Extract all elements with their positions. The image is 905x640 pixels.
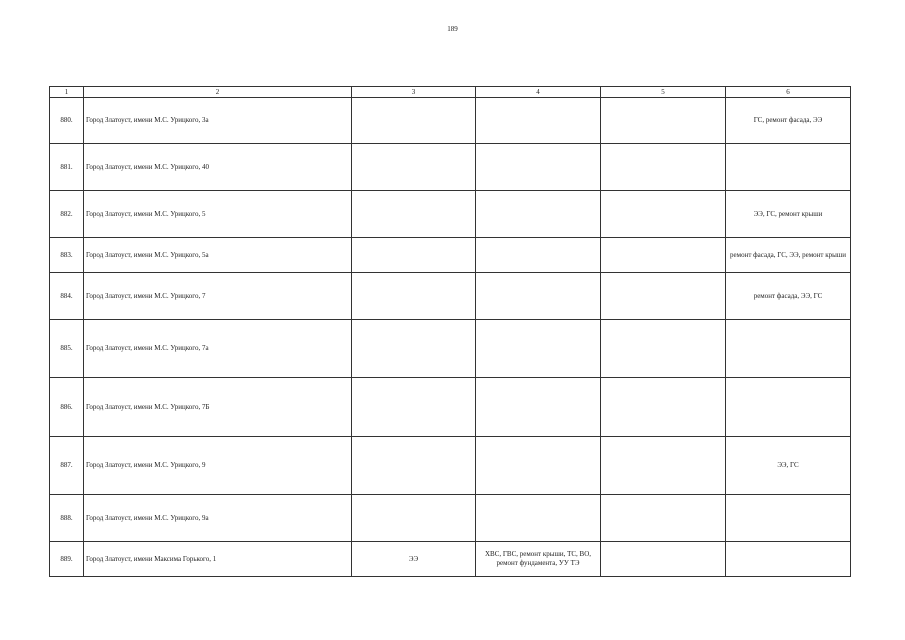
- table-row: [50, 144, 851, 191]
- table-row: [50, 273, 851, 320]
- column-6-cell: [726, 378, 851, 437]
- column-5-cell: [601, 320, 726, 378]
- column-3-cell: [352, 495, 476, 542]
- table-row: [50, 320, 851, 378]
- column-5-cell: [601, 378, 726, 437]
- address-cell: Город Златоуст, имени М.С. Урицкого, 5а: [84, 238, 352, 273]
- column-5-cell: [601, 437, 726, 495]
- column-4-cell: [476, 191, 601, 238]
- column-header-3: 3: [352, 87, 476, 98]
- column-4-cell: [476, 98, 601, 144]
- column-5-cell: [601, 542, 726, 577]
- address-cell: Город Златоуст, имени М.С. Урицкого, 7Б: [84, 378, 352, 437]
- row-number: 881.: [50, 144, 84, 191]
- address-cell: Город Златоуст, имени М.С. Урицкого, 5: [84, 191, 352, 238]
- table-row: [50, 98, 851, 144]
- column-header-1: 1: [50, 87, 84, 98]
- column-4-cell: [476, 378, 601, 437]
- table-row: [50, 191, 851, 238]
- row-number: 883.: [50, 238, 84, 273]
- column-5-cell: [601, 98, 726, 144]
- row-number: 880.: [50, 98, 84, 144]
- row-number: 888.: [50, 495, 84, 542]
- table-header-row: [50, 87, 851, 98]
- column-6-cell: [726, 542, 851, 577]
- column-6-cell: [726, 495, 851, 542]
- row-number: 885.: [50, 320, 84, 378]
- column-5-cell: [601, 191, 726, 238]
- column-header-4: 4: [476, 87, 601, 98]
- column-3-cell: [352, 191, 476, 238]
- column-4-cell: [476, 437, 601, 495]
- column-3-cell: [352, 378, 476, 437]
- column-4-cell: [476, 320, 601, 378]
- column-3-cell: [352, 238, 476, 273]
- table-row: [50, 495, 851, 542]
- address-cell: Город Златоуст, имени М.С. Урицкого, 7: [84, 273, 352, 320]
- column-4-cell: [476, 144, 601, 191]
- address-cell: Город Златоуст, имени М.С. Урицкого, 7а: [84, 320, 352, 378]
- row-number: 884.: [50, 273, 84, 320]
- address-cell: Город Златоуст, имени М.С. Урицкого, 9а: [84, 495, 352, 542]
- column-4-cell: [476, 495, 601, 542]
- column-6-cell: ремонт фасада, ГС, ЭЭ, ремонт крыши: [726, 238, 851, 273]
- column-4-cell: [476, 238, 601, 273]
- column-3-cell: [352, 144, 476, 191]
- row-number: 887.: [50, 437, 84, 495]
- column-6-cell: ГС, ремонт фасада, ЭЭ: [726, 98, 851, 144]
- column-6-cell: [726, 320, 851, 378]
- address-cell: Город Златоуст, имени Максима Горького, 1: [84, 542, 352, 577]
- column-3-cell: ЭЭ: [352, 542, 476, 577]
- table-row: [50, 542, 851, 577]
- column-3-cell: [352, 98, 476, 144]
- column-header-5: 5: [601, 87, 726, 98]
- column-3-cell: [352, 273, 476, 320]
- row-number: 882.: [50, 191, 84, 238]
- column-header-6: 6: [726, 87, 851, 98]
- column-6-cell: ЭЭ, ГС, ремонт крыши: [726, 191, 851, 238]
- table-row: [50, 437, 851, 495]
- column-4-cell: ХВС, ГВС, ремонт крыши, ТС, ВО, ремонт фундамента, УУ ТЭ: [476, 542, 601, 577]
- column-5-cell: [601, 144, 726, 191]
- column-5-cell: [601, 238, 726, 273]
- column-6-cell: ремонт фасада, ЭЭ, ГС: [726, 273, 851, 320]
- column-6-cell: ЭЭ, ГС: [726, 437, 851, 495]
- address-cell: Город Златоуст, имени М.С. Урицкого, 40: [84, 144, 352, 191]
- column-5-cell: [601, 273, 726, 320]
- column-4-cell: [476, 273, 601, 320]
- column-3-cell: [352, 320, 476, 378]
- table-row: [50, 378, 851, 437]
- row-number: 889.: [50, 542, 84, 577]
- page-number: 189: [447, 25, 458, 33]
- row-number: 886.: [50, 378, 84, 437]
- building-registry-table: [49, 86, 851, 577]
- column-3-cell: [352, 437, 476, 495]
- column-header-2: 2: [84, 87, 352, 98]
- table-row: [50, 238, 851, 273]
- column-5-cell: [601, 495, 726, 542]
- address-cell: Город Златоуст, имени М.С. Урицкого, 9: [84, 437, 352, 495]
- column-6-cell: [726, 144, 851, 191]
- address-cell: Город Златоуст, имени М.С. Урицкого, 3а: [84, 98, 352, 144]
